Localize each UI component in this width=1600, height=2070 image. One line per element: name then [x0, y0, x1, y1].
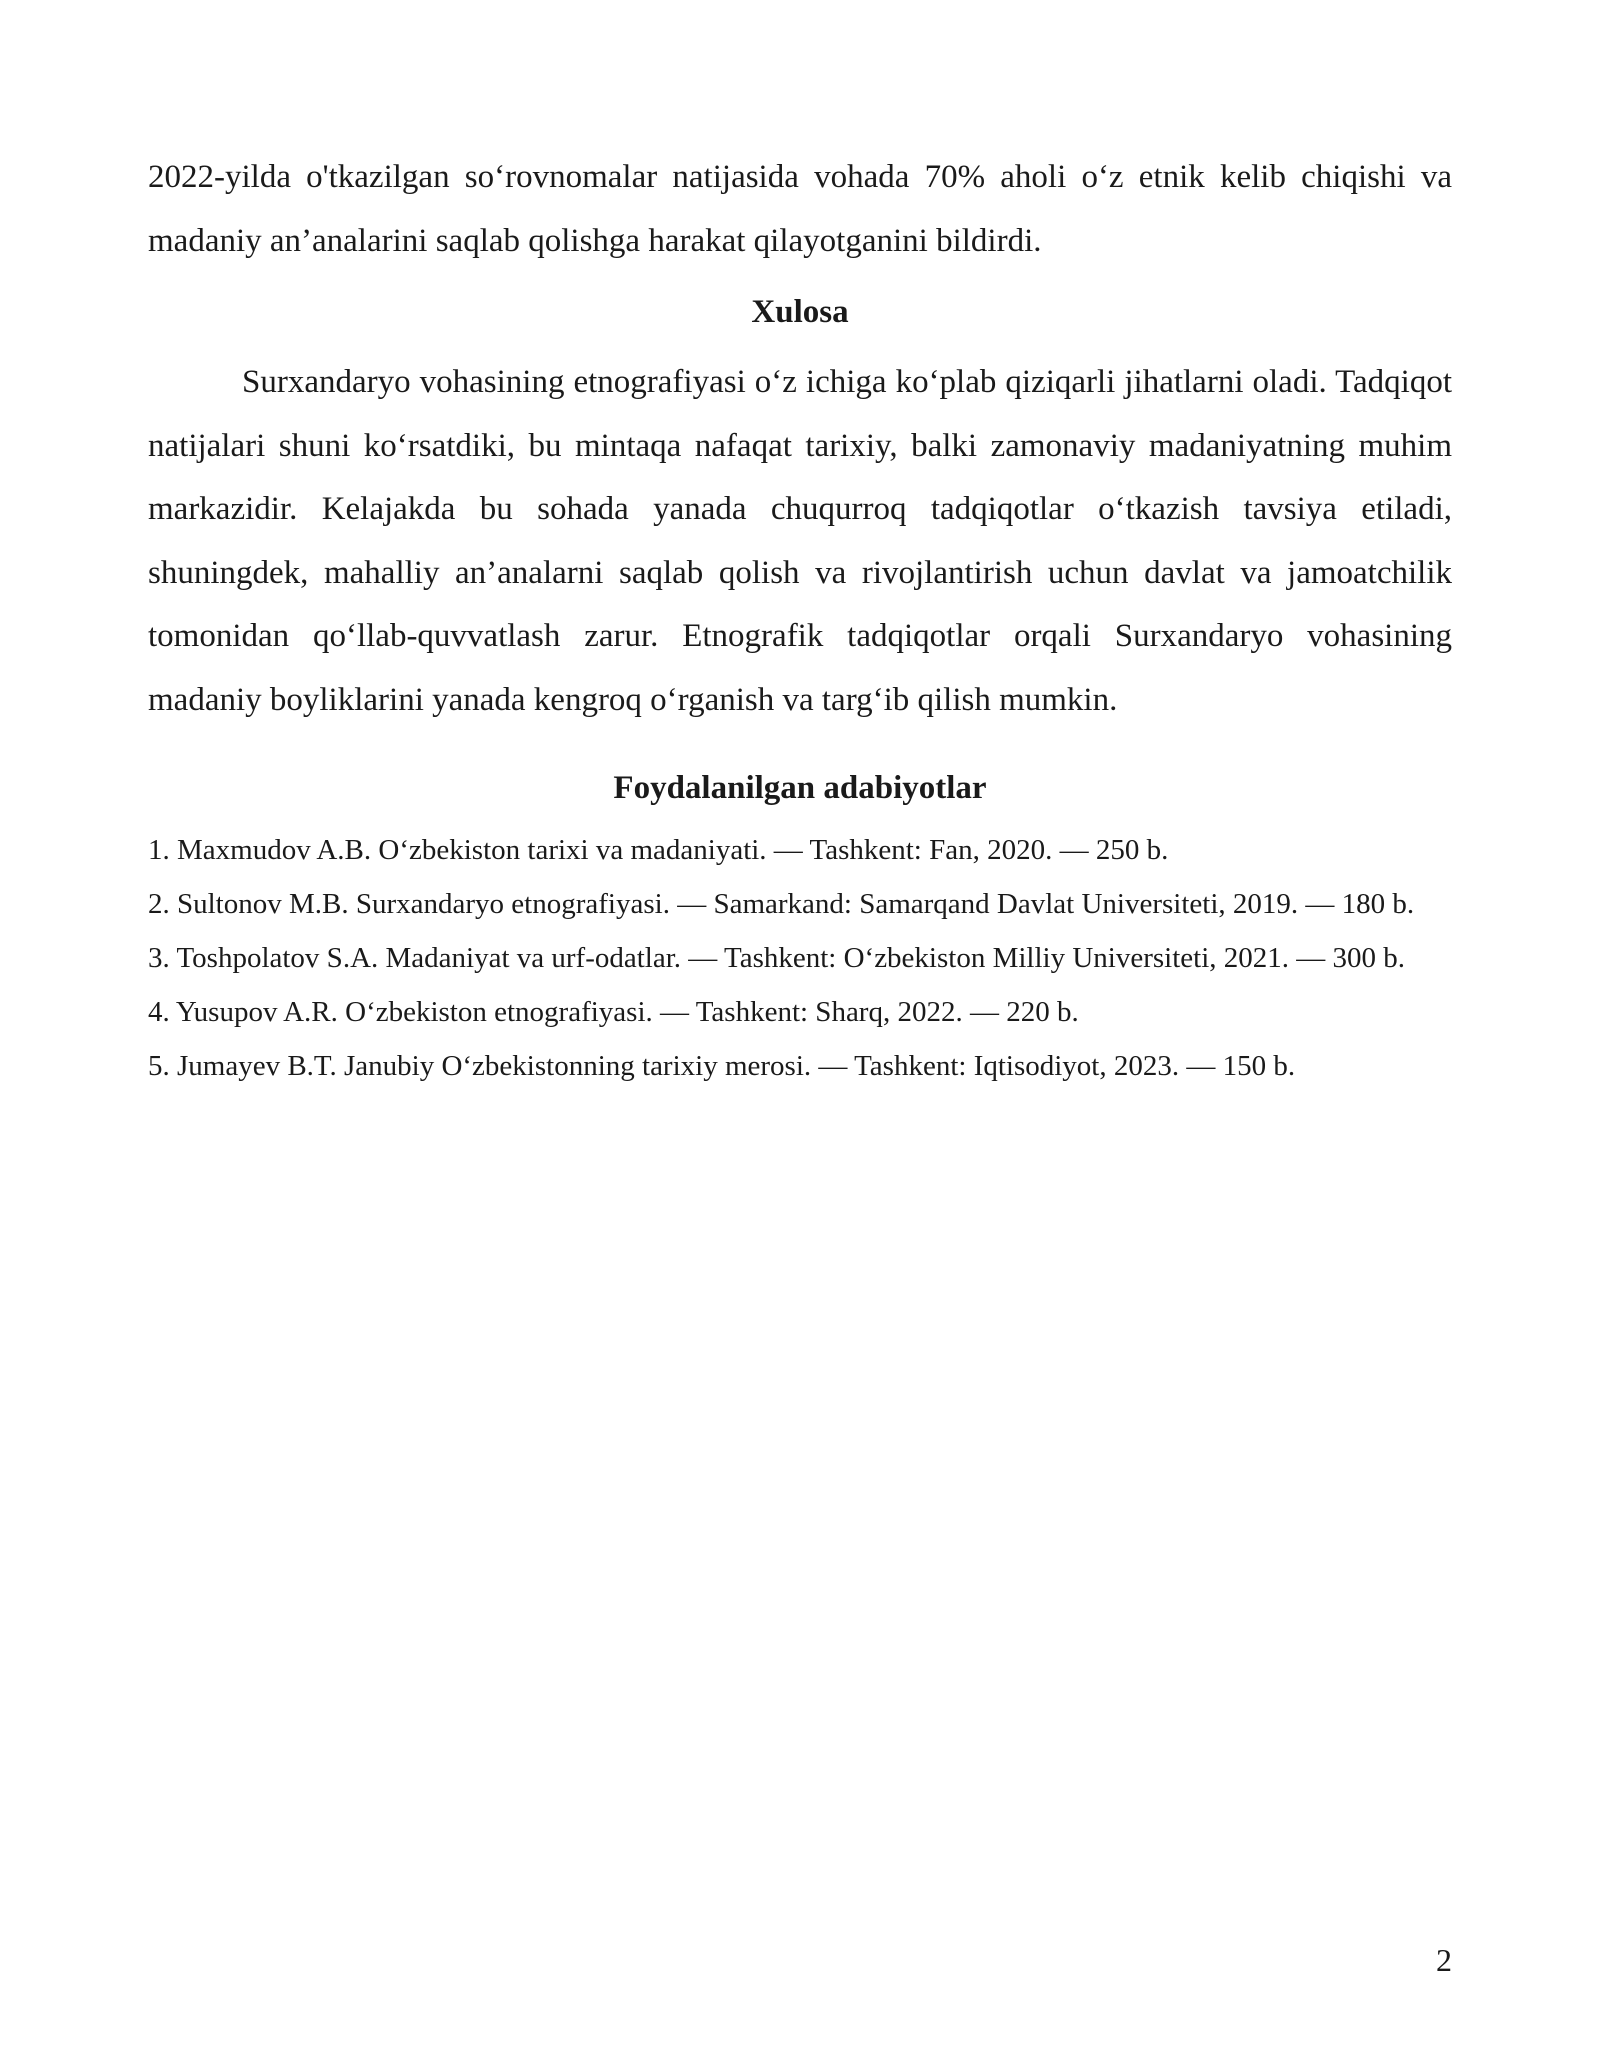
references-list: [148, 823, 1452, 1093]
reference-item: 2. Sultonov M.B. Surxandaryo etnografiyasi. — Samarkand: Samarqand Davlat Universiteti, 2019. — 180 b.: [148, 888, 1415, 920]
conclusion-paragraph: Surxandaryo vohasining etnografiyasi oʻz ichiga koʻplab qiziqarli jihatlarni oladi. Tadqiqot natijalari shuni koʻrsatdiki, bu mintaqa nafaqat tarixiy, balki zamonaviy madaniyatning muhim markazidir. Kelajakda bu sohada yanada chuqurroq tadqiqotlar oʻtkazish tavsiya etiladi, shuningdek, mahalliy an’analarni saqlab qolish va rivojlantirish uchun davlat va jamoatchilik tomonidan qoʻllab-quvvatlash zarur. Etnografik tadqiqotlar orqali Surxandaryo vohasining madaniy boyliklarini yanada kengroq oʻrganish va targʻib qilish mumkin.: [148, 364, 1452, 718]
document-page: [148, 146, 1452, 1093]
page-number: 2: [1436, 1942, 1452, 1978]
reference-item: 1. Maxmudov A.B. Oʻzbekiston tarixi va madaniyati. — Tashkent: Fan, 2020. — 250 b.: [148, 834, 1169, 866]
intro-paragraph: 2022-yilda o'tkazilgan soʻrovnomalar natijasida vohada 70% aholi oʻz etnik kelib chiqishi va madaniy an’analarini saqlab qolishga harakat qilayotganini bildirdi.: [148, 159, 1452, 259]
references-heading: Foydalanilgan adabiyotlar: [613, 770, 987, 806]
reference-item: 3. Toshpolatov S.A. Madaniyat va urf-odatlar. — Tashkent: Oʻzbekiston Milliy Universiteti, 2021. — 300 b.: [148, 942, 1406, 974]
reference-item: 5. Jumayev B.T. Janubiy Oʻzbekistonning tarixiy merosi. — Tashkent: Iqtisodiyot, 2023. — 150 b.: [148, 1050, 1296, 1082]
reference-item: 4. Yusupov A.R. Oʻzbekiston etnografiyasi. — Tashkent: Sharq, 2022. — 220 b.: [148, 996, 1079, 1028]
conclusion-heading: Xulosa: [751, 294, 849, 330]
